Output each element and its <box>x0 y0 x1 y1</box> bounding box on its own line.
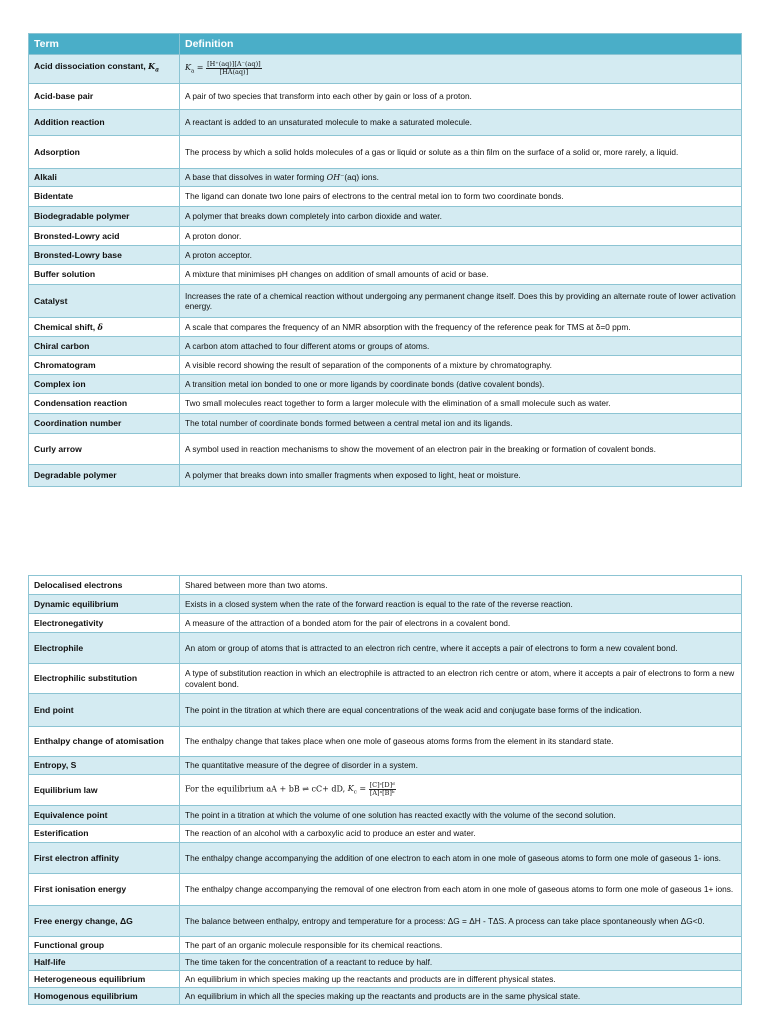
glossary-table-1 <box>28 33 742 487</box>
term-cell: First electron affinity <box>29 843 180 874</box>
definition-cell: A transition metal ion bonded to one or more ligands by coordinate bonds (dative covalent bonds). <box>180 375 742 394</box>
constant-subscript: c <box>353 789 357 796</box>
definition-cell: A mixture that minimises pH changes on addition of small amounts of acid or base. <box>180 265 742 285</box>
definition-cell: The ligand can donate two lone pairs of electrons to the central metal ion to form two coordinate bonds. <box>180 187 742 207</box>
term-cell: Equilibrium law <box>29 775 180 806</box>
table-row <box>29 246 742 265</box>
definition-header: Definition <box>180 34 742 55</box>
fraction-denominator: [A]ᵃ[B]ᵇ <box>369 788 395 797</box>
term-cell: Bronsted-Lowry base <box>29 246 180 265</box>
delta-symbol: δ <box>97 321 103 332</box>
table-row <box>29 727 742 757</box>
fraction <box>369 782 396 797</box>
constant-symbol: K <box>347 784 354 794</box>
table-row <box>29 595 742 614</box>
hydroxide-symbol: OH⁻ <box>326 172 345 182</box>
term-cell: First ionisation energy <box>29 874 180 906</box>
term-cell <box>29 55 180 84</box>
table-row <box>29 434 742 465</box>
fraction <box>206 61 262 76</box>
table-row <box>29 265 742 285</box>
term-cell: Enthalpy change of atomisation <box>29 727 180 757</box>
table-row <box>29 633 742 664</box>
definition-cell: A polymer that breaks down into smaller fragments when exposed to light, heat or moisture. <box>180 465 742 487</box>
term-cell: Homogenous equilibrium <box>29 988 180 1005</box>
table-row <box>29 874 742 906</box>
definition-cell: A measure of the attraction of a bonded atom for the pair of electrons in a covalent bond. <box>180 614 742 633</box>
table-row <box>29 775 742 806</box>
term-cell: Electrophile <box>29 633 180 664</box>
term-cell: Bidentate <box>29 187 180 207</box>
definition-cell: The time taken for the concentration of a reactant to reduce by half. <box>180 954 742 971</box>
table-row <box>29 971 742 988</box>
table-row <box>29 187 742 207</box>
definition-cell: A type of substitution reaction in which an electrophile is attracted to an electron rich centre or atom, where it accepts a pair of electrons to form a new covalent bond. <box>180 664 742 694</box>
table-row <box>29 207 742 227</box>
term-cell: Acid-base pair <box>29 84 180 110</box>
definition-cell: A symbol used in reaction mechanisms to show the movement of an electron pair in the breaking or formation of covalent bonds. <box>180 434 742 465</box>
definition-cell: The part of an organic molecule responsible for its chemical reactions. <box>180 937 742 954</box>
term-symbol: K <box>148 61 156 72</box>
definition-cell: A proton acceptor. <box>180 246 742 265</box>
table-row <box>29 465 742 487</box>
term-cell: Half-life <box>29 954 180 971</box>
table-row <box>29 84 742 110</box>
table-row <box>29 806 742 825</box>
definition-cell: The point in a titration at which the volume of one solution has reacted exactly with the volume of the second solution. <box>180 806 742 825</box>
table-row <box>29 757 742 775</box>
table-row <box>29 227 742 246</box>
table-row <box>29 937 742 954</box>
definition-cell: The process by which a solid holds molecules of a gas or liquid or solute as a thin film on the surface of a solid or, more rarely, a liquid. <box>180 136 742 169</box>
equals-sign: = <box>194 63 207 73</box>
definition-cell: The point in the titration at which there are equal concentrations of the weak acid and conjugate base forms of the indication. <box>180 694 742 727</box>
fraction-numerator: [H⁺(aq)][A⁻(aq)] <box>207 59 261 68</box>
definition-cell <box>180 169 742 187</box>
table-row <box>29 169 742 187</box>
fraction-numerator: [C]ᶜ[D]ᵈ <box>369 780 395 789</box>
table-row <box>29 988 742 1005</box>
term-cell: Degradable polymer <box>29 465 180 487</box>
table-row <box>29 337 742 356</box>
table-row <box>29 954 742 971</box>
definition-cell: A visible record showing the result of separation of the components of a mixture by chromatography. <box>180 356 742 375</box>
term-cell: Biodegradable polymer <box>29 207 180 227</box>
term-cell: Condensation reaction <box>29 394 180 414</box>
term-cell: Heterogeneous equilibrium <box>29 971 180 988</box>
definition-cell: A scale that compares the frequency of an NMR absorption with the frequency of the reference peak for TMS at δ=0 ppm. <box>180 318 742 337</box>
term-cell: Catalyst <box>29 285 180 318</box>
term-cell: Alkali <box>29 169 180 187</box>
definition-cell: Exists in a closed system when the rate of the forward reaction is equal to the rate of the reverse reaction. <box>180 595 742 614</box>
definition-cell: The enthalpy change accompanying the addition of one electron to each atom in one mole of gaseous atoms to form one mole of gaseous 1- ions. <box>180 843 742 874</box>
definition-cell: A proton donor. <box>180 227 742 246</box>
term-subscript: a <box>155 67 159 75</box>
term-cell: Esterification <box>29 825 180 843</box>
table-row <box>29 614 742 633</box>
definition-cell: The enthalpy change that takes place when one mole of gaseous atoms forms from the element in its standard state. <box>180 727 742 757</box>
table-row <box>29 318 742 337</box>
table-row <box>29 906 742 937</box>
term-cell: Adsorption <box>29 136 180 169</box>
term-cell: Buffer solution <box>29 265 180 285</box>
definition-cell: The quantitative measure of the degree of disorder in a system. <box>180 757 742 775</box>
term-cell: Complex ion <box>29 375 180 394</box>
table-row <box>29 110 742 136</box>
glossary-table-2 <box>28 575 742 1005</box>
equals-sign: = <box>356 784 369 794</box>
definition-text-end: (aq) ions. <box>344 171 379 182</box>
definition-cell: An atom or group of atoms that is attracted to an electron rich centre, where it accepts a pair of electrons to form a new covalent bond. <box>180 633 742 664</box>
term-cell: Bronsted-Lowry acid <box>29 227 180 246</box>
table-header-row <box>29 34 742 55</box>
term-cell: Free energy change, ΔG <box>29 906 180 937</box>
term-cell: Equivalence point <box>29 806 180 825</box>
definition-cell <box>180 55 742 84</box>
term-cell: Functional group <box>29 937 180 954</box>
term-cell: Coordination number <box>29 414 180 434</box>
term-text: Acid dissociation constant, <box>34 61 149 72</box>
term-cell: Chromatogram <box>29 356 180 375</box>
definition-cell: Increases the rate of a chemical reaction without undergoing any permanent change itself. Does this by providing an alternate route of lower activation energy. <box>180 285 742 318</box>
table-row <box>29 394 742 414</box>
definition-text: A base that dissolves in water forming <box>185 171 327 182</box>
definition-cell: A carbon atom attached to four different atoms or groups of atoms. <box>180 337 742 356</box>
term-cell: Delocalised electrons <box>29 576 180 595</box>
term-cell: Chiral carbon <box>29 337 180 356</box>
table-row <box>29 414 742 434</box>
term-text: Chemical shift, <box>34 321 98 332</box>
table-row <box>29 843 742 874</box>
definition-cell: Shared between more than two atoms. <box>180 576 742 595</box>
term-cell: End point <box>29 694 180 727</box>
table-row <box>29 576 742 595</box>
table-row <box>29 136 742 169</box>
term-cell <box>29 318 180 337</box>
definition-cell: The enthalpy change accompanying the removal of one electron from each atom in one mole of gaseous atoms to form one mole of gaseous 1+ ions. <box>180 874 742 906</box>
definition-cell: An equilibrium in which all the species making up the reactants and products are in the same physical state. <box>180 988 742 1005</box>
definition-cell <box>180 775 742 806</box>
definition-cell: A polymer that breaks down completely into carbon dioxide and water. <box>180 207 742 227</box>
term-cell: Addition reaction <box>29 110 180 136</box>
fraction-denominator: [HA(aq)] <box>219 67 249 76</box>
term-cell: Entropy, S <box>29 757 180 775</box>
constant-subscript: a <box>190 68 195 75</box>
definition-cell: Two small molecules react together to form a larger molecule with the elimination of a small molecule such as water. <box>180 394 742 414</box>
table-row <box>29 55 742 84</box>
definition-cell: An equilibrium in which species making up the reactants and products are in different physical states. <box>180 971 742 988</box>
definition-cell: The total number of coordinate bonds formed between a central metal ion and its ligands. <box>180 414 742 434</box>
definition-cell: A pair of two species that transform into each other by gain or loss of a proton. <box>180 84 742 110</box>
term-cell: Dynamic equilibrium <box>29 595 180 614</box>
definition-cell: The balance between enthalpy, entropy and temperature for a process: ΔG = ΔH - TΔS. A process can take place spontaneously when ΔG<0. <box>180 906 742 937</box>
equilibrium-text: For the equilibrium aA + bB ⇌ cC+ dD, <box>185 784 348 794</box>
table-row <box>29 664 742 694</box>
table-row <box>29 375 742 394</box>
table-row <box>29 285 742 318</box>
term-cell: Electrophilic substitution <box>29 664 180 694</box>
term-cell: Curly arrow <box>29 434 180 465</box>
definition-cell: The reaction of an alcohol with a carboxylic acid to produce an ester and water. <box>180 825 742 843</box>
term-header: Term <box>29 34 180 55</box>
constant-symbol: K <box>185 63 191 73</box>
table-row <box>29 694 742 727</box>
table-row <box>29 825 742 843</box>
definition-cell: A reactant is added to an unsaturated molecule to make a saturated molecule. <box>180 110 742 136</box>
table-row <box>29 356 742 375</box>
term-cell: Electronegativity <box>29 614 180 633</box>
